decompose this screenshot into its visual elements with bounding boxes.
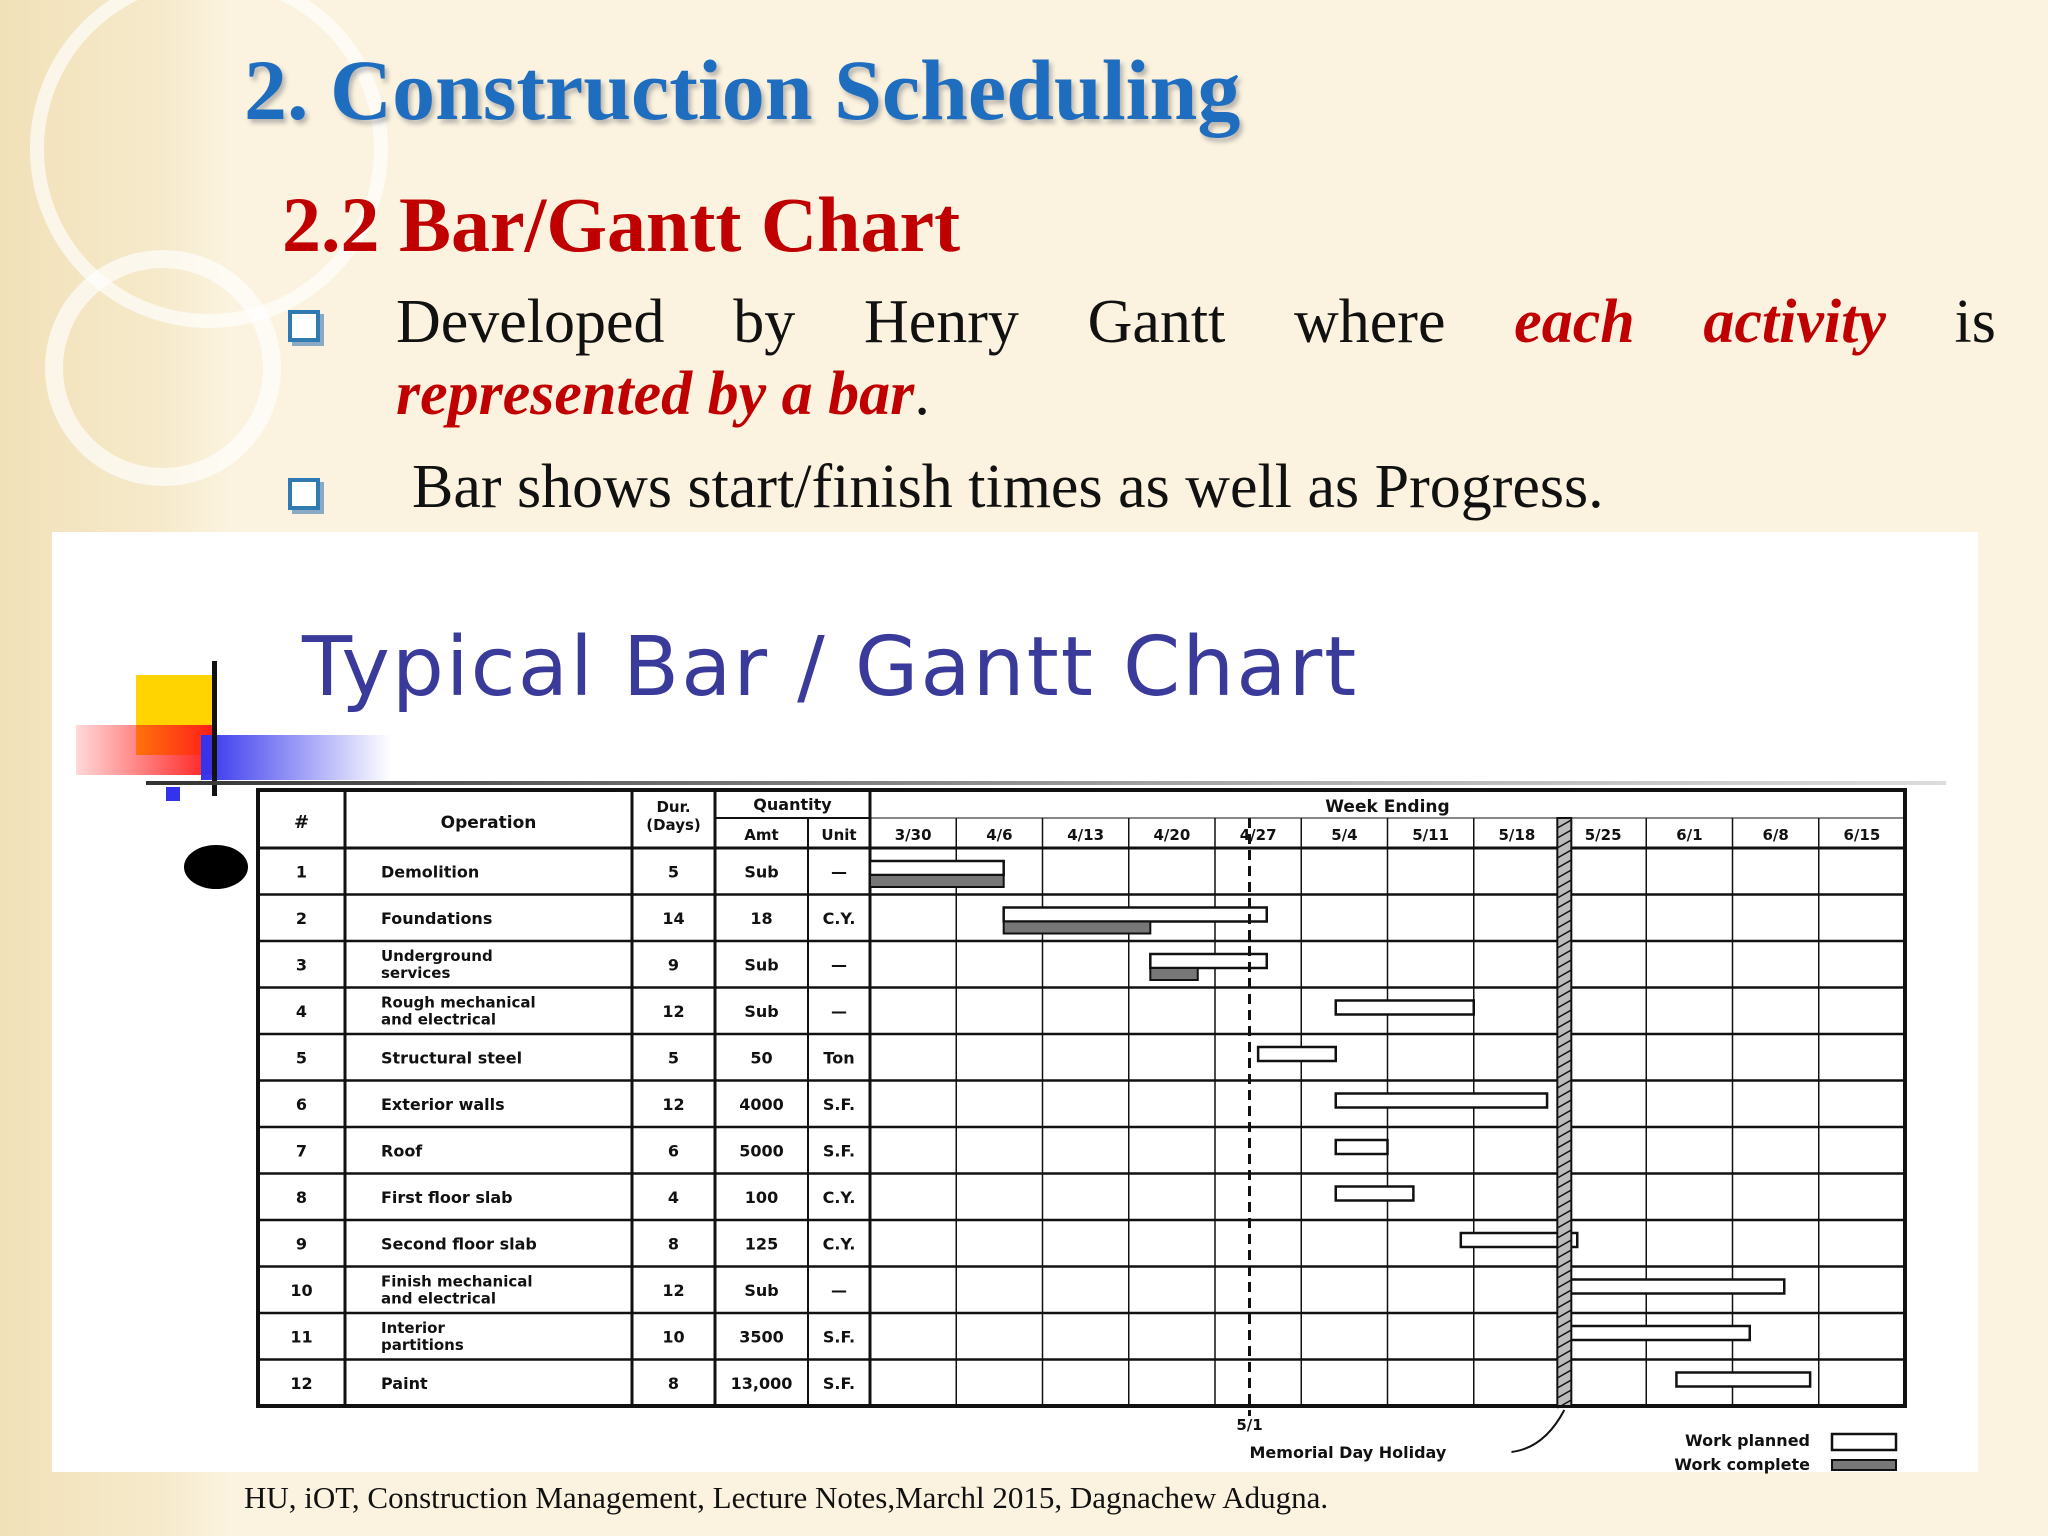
week-tick-label: 5/25 bbox=[1584, 826, 1622, 844]
row-operation: Rough mechanical bbox=[381, 993, 536, 1012]
row-number: 3 bbox=[295, 955, 308, 975]
week-tick-label: 6/1 bbox=[1676, 826, 1703, 844]
row-unit: — bbox=[831, 1280, 847, 1300]
row-unit: — bbox=[831, 1001, 847, 1021]
planned-work-bar bbox=[1004, 908, 1267, 922]
row-number: 4 bbox=[295, 1001, 308, 1021]
image-heading: Typical Bar / Gantt Chart bbox=[302, 620, 1359, 715]
header-num: # bbox=[293, 812, 310, 833]
row-operation: partitions bbox=[381, 1336, 464, 1354]
week-tick-label: 6/8 bbox=[1762, 826, 1789, 844]
row-number: 6 bbox=[295, 1094, 308, 1114]
row-amount: 5000 bbox=[739, 1141, 784, 1161]
planned-work-bar bbox=[1336, 1001, 1474, 1015]
row-number: 9 bbox=[295, 1234, 308, 1254]
bullet-bar-shows-progress: Bar shows start/finish times as well as Progress. bbox=[412, 453, 1604, 521]
row-duration: 14 bbox=[662, 908, 685, 928]
row-operation: Demolition bbox=[381, 862, 480, 882]
row-number: 10 bbox=[290, 1280, 313, 1300]
row-operation: Second floor slab bbox=[381, 1234, 537, 1254]
row-operation: Finish mechanical bbox=[381, 1272, 533, 1291]
row-duration: 10 bbox=[662, 1327, 685, 1347]
row-unit: S.F. bbox=[822, 1094, 856, 1114]
bullet1-emphasis: each bbox=[1514, 288, 1635, 356]
bullet1-word: Henry bbox=[863, 288, 1019, 356]
row-number: 8 bbox=[295, 1187, 308, 1207]
footer-citation: HU, iOT, Construction Management, Lecture Notes,Marchl 2015, Dagnachew Adugna. bbox=[244, 1480, 1329, 1515]
completed-work-bar bbox=[1004, 922, 1151, 934]
header-days: (Days) bbox=[646, 816, 701, 834]
bullet1-word: by bbox=[733, 288, 796, 356]
week-tick-label: 3/30 bbox=[894, 826, 932, 844]
row-amount: 50 bbox=[750, 1048, 773, 1068]
row-unit: C.Y. bbox=[822, 908, 856, 928]
row-amount: Sub bbox=[744, 1001, 779, 1021]
bullet1-emphasis: represented by a bar bbox=[396, 360, 915, 428]
row-operation: Foundations bbox=[381, 908, 493, 928]
header-unit: Unit bbox=[821, 826, 857, 844]
row-unit: — bbox=[831, 955, 847, 975]
row-number: 11 bbox=[290, 1327, 313, 1347]
row-number: 7 bbox=[295, 1141, 308, 1161]
row-operation: Structural steel bbox=[381, 1048, 523, 1068]
week-tick-label: 5/18 bbox=[1498, 826, 1536, 844]
planned-work-bar bbox=[1336, 1094, 1547, 1108]
row-number: 12 bbox=[290, 1373, 313, 1393]
row-number: 1 bbox=[295, 862, 308, 882]
planned-work-bar bbox=[1336, 1140, 1388, 1154]
row-amount: Sub bbox=[744, 1280, 779, 1300]
header-amt: Amt bbox=[744, 826, 779, 844]
row-duration: 8 bbox=[667, 1373, 680, 1393]
row-amount: 18 bbox=[750, 908, 773, 928]
header-week-ending: Week Ending bbox=[1325, 797, 1450, 817]
week-tick-label: 5/4 bbox=[1331, 826, 1358, 844]
slide-title: 2. Construction Scheduling bbox=[244, 42, 1241, 138]
bullet1-word: is bbox=[1954, 288, 1996, 356]
row-unit: S.F. bbox=[822, 1373, 856, 1393]
slide-subtitle: 2.2 Bar/Gantt Chart bbox=[282, 181, 961, 268]
row-operation: Underground bbox=[381, 947, 493, 965]
bullet1-emphasis: activity bbox=[1703, 288, 1886, 356]
row-unit: S.F. bbox=[822, 1141, 856, 1161]
row-amount: Sub bbox=[744, 955, 779, 975]
week-tick-label: 4/20 bbox=[1153, 826, 1191, 844]
planned-work-bar bbox=[1569, 1326, 1750, 1340]
row-amount: Sub bbox=[744, 862, 779, 882]
row-unit: S.F. bbox=[822, 1327, 856, 1347]
header-quantity: Quantity bbox=[753, 795, 832, 814]
row-number: 2 bbox=[295, 908, 308, 928]
bullet1-word: where bbox=[1294, 288, 1446, 356]
status-date-label: 5/1 bbox=[1236, 1416, 1263, 1434]
week-tick-label: 4/6 bbox=[986, 826, 1013, 844]
week-tick-label: 6/15 bbox=[1843, 826, 1881, 844]
row-operation: Exterior walls bbox=[381, 1094, 505, 1114]
completed-work-bar bbox=[870, 875, 1004, 887]
holiday-label: Memorial Day Holiday bbox=[1249, 1443, 1447, 1462]
week-tick-label: 4/13 bbox=[1067, 826, 1105, 844]
row-unit: — bbox=[831, 862, 847, 882]
row-duration: 4 bbox=[667, 1187, 680, 1207]
row-duration: 12 bbox=[662, 1280, 685, 1300]
row-duration: 8 bbox=[667, 1234, 680, 1254]
row-amount: 125 bbox=[744, 1234, 779, 1254]
row-amount: 4000 bbox=[739, 1094, 784, 1114]
row-unit: C.Y. bbox=[822, 1234, 856, 1254]
bullet1-period: . bbox=[914, 360, 930, 428]
row-unit: Ton bbox=[823, 1048, 855, 1068]
row-number: 5 bbox=[295, 1048, 308, 1068]
row-amount: 13,000 bbox=[730, 1373, 793, 1393]
header-dur: Dur. bbox=[656, 798, 691, 816]
planned-work-bar bbox=[870, 861, 1004, 875]
legend-planned-label: Work planned bbox=[1685, 1431, 1810, 1450]
bullet1-word: Developed bbox=[396, 288, 665, 356]
row-operation: Interior bbox=[381, 1319, 445, 1337]
holiday-arrow bbox=[1512, 1410, 1565, 1452]
row-operation: Paint bbox=[381, 1373, 428, 1393]
planned-work-bar bbox=[1258, 1047, 1336, 1061]
row-operation: First floor slab bbox=[381, 1187, 513, 1207]
row-duration: 12 bbox=[662, 1094, 685, 1114]
row-operation: services bbox=[381, 964, 451, 982]
planned-work-bar bbox=[1336, 1187, 1414, 1201]
planned-work-bar bbox=[1569, 1280, 1785, 1294]
planned-work-bar bbox=[1676, 1373, 1810, 1387]
legend-completed-swatch bbox=[1832, 1460, 1896, 1470]
completed-work-bar bbox=[1150, 968, 1197, 980]
row-operation: and electrical bbox=[381, 1289, 497, 1308]
row-duration: 5 bbox=[667, 1048, 680, 1068]
legend-planned-swatch bbox=[1832, 1434, 1896, 1450]
week-tick-label: 5/11 bbox=[1412, 826, 1450, 844]
row-duration: 5 bbox=[667, 862, 680, 882]
row-operation: Roof bbox=[381, 1141, 423, 1161]
row-operation: and electrical bbox=[381, 1010, 497, 1029]
row-duration: 12 bbox=[662, 1001, 685, 1021]
row-duration: 9 bbox=[667, 955, 680, 975]
week-tick-label: 4/27 bbox=[1239, 826, 1277, 844]
row-duration: 6 bbox=[667, 1141, 680, 1161]
bullet1-word: Gantt bbox=[1087, 288, 1226, 356]
legend-completed-label: Work complete bbox=[1674, 1455, 1810, 1474]
row-amount: 100 bbox=[744, 1187, 779, 1207]
row-amount: 3500 bbox=[739, 1327, 784, 1347]
header-operation: Operation bbox=[440, 813, 537, 833]
row-unit: C.Y. bbox=[822, 1187, 856, 1207]
